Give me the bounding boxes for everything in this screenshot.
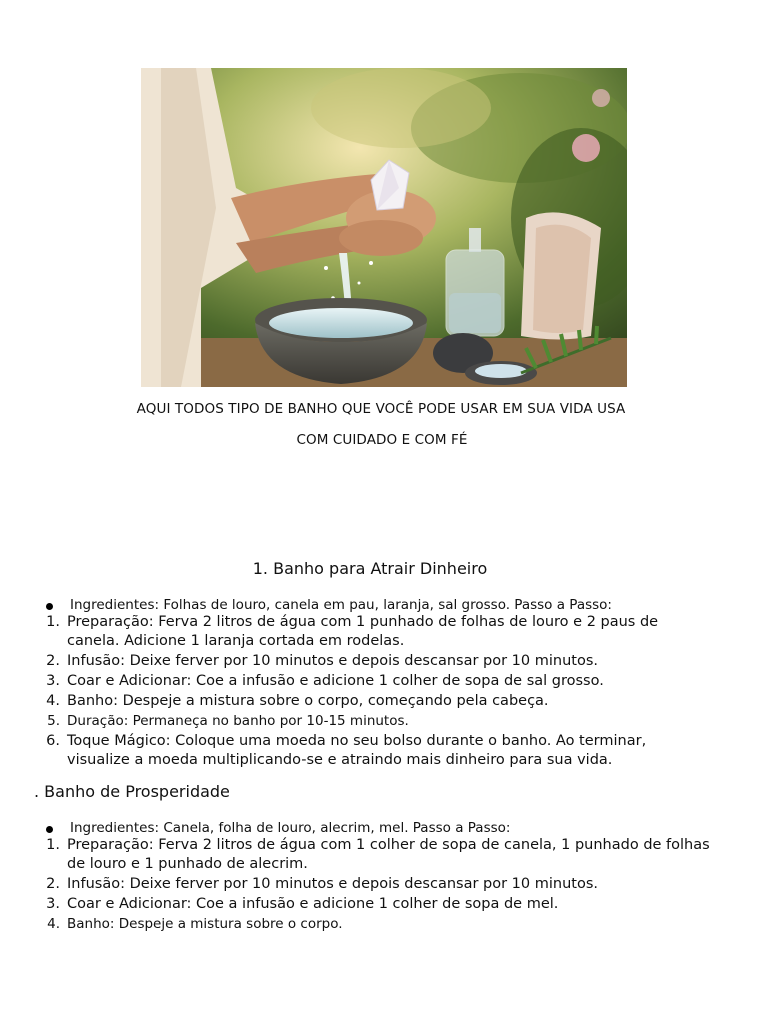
- section-2-steps: [30, 836, 710, 935]
- intro-caption-line-2: COM CUIDADO E COM FÉ: [296, 432, 468, 448]
- list-item: 4. Banho: Despeje a mistura sobre o corpo.: [47, 916, 343, 932]
- section-1-ingredients-text: Ingredientes: Folhas de louro, canela em pau, laranja, sal grosso. Passo a Passo:: [70, 597, 612, 613]
- bullet-icon: [46, 603, 53, 610]
- list-item: 1. Preparação: Ferva 2 litros de água com 1 colher de sopa de canela, 1 punhado de folhas de louro e 1 punhado de alecrim.: [46, 837, 710, 872]
- list-item: 5. Duração: Permaneça no banho por 10-15 minutos.: [47, 713, 409, 729]
- hero-image: [141, 68, 627, 387]
- bullet-icon: [46, 826, 53, 833]
- section-1-steps: [30, 613, 710, 771]
- list-item: 2. Infusão: Deixe ferver por 10 minutos e depois descansar por 10 minutos.: [46, 876, 598, 892]
- section-1-ingredients: [46, 597, 612, 613]
- list-item: 6. Toque Mágico: Coloque uma moeda no seu bolso durante o banho. Ao terminar, visualize a moeda multiplicando-se e atraindo mais dinheiro para sua vida.: [46, 733, 647, 768]
- intro-caption-line-1: AQUI TODOS TIPO DE BANHO QUE VOCÊ PODE USAR EM SUA VIDA USA: [136, 401, 626, 417]
- list-item: 4. Banho: Despeje a mistura sobre o corpo, começando pela cabeça.: [46, 693, 549, 709]
- section-2-heading: . Banho de Prosperidade: [34, 782, 230, 801]
- section-2-ingredients: [46, 820, 510, 836]
- list-item: 3. Coar e Adicionar: Coe a infusão e adicione 1 colher de sopa de sal grosso.: [46, 673, 604, 689]
- hero-illustration: [141, 68, 627, 387]
- list-item: 3. Coar e Adicionar: Coe a infusão e adicione 1 colher de sopa de mel.: [46, 896, 559, 912]
- list-item: 2. Infusão: Deixe ferver por 10 minutos e depois descansar por 10 minutos.: [46, 653, 598, 669]
- section-1-heading: 1. Banho para Atrair Dinheiro: [252, 559, 488, 578]
- section-2-ingredients-text: Ingredientes: Canela, folha de louro, alecrim, mel. Passo a Passo:: [70, 820, 511, 836]
- list-item: 1. Preparação: Ferva 2 litros de água com 1 punhado de folhas de louro e 2 paus de canela. Adicione 1 laranja cortada em rodelas.: [46, 614, 659, 649]
